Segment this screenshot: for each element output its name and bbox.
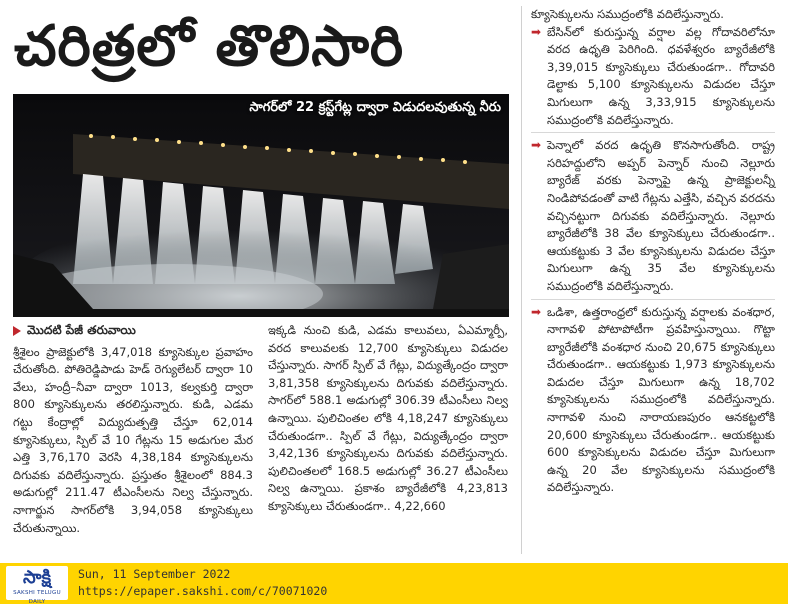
continuation-label bbox=[13, 322, 253, 340]
dam-night-image bbox=[13, 94, 509, 317]
bullet-divider bbox=[531, 299, 775, 300]
article-paragraph: ఇక్కడి నుంచి కుడి, ఎడమ కాలువలు, ఏఎమ్మార్పీ, వరద కాలువలకు 12,700 క్యూసెక్కులు విడుదల చేస్తున్నారు. సాగర్‌ స్పిల్‌ వే గేట్లు, విద్యుత్కేంద్రం ద్వారా 3,81,358 క్యూసెక్కులను దిగువకు వదిలేస్తున్నారు. సాగర్‌లో 588.1 అడుగుల్లో 306.39 టీఎంసీలు నిల్వ ఉన్నాయి. పులిచింతల లోకి 4,18,247 క్యూసెక్కులు చేరుతుండగా.. స్పిల్‌ వే గేట్లు, విద్యుత్కేంద్రం ద్వారా 3,42,136 క్యూసెక్కులను దిగువకు వదిలేస్తున్నారు. పులిచింతలలో 168.5 అడుగుల్లో 36.27 టీఎంసీలు నిల్వ ఉన్నాయి. ప్రకాశం బ్యారేజీలోకి 4,23,813 క్యూసెక్కులు చేరుతుండగా.. 4,22,660 bbox=[268, 323, 508, 513]
sakshi-logo[interactable] bbox=[6, 566, 68, 605]
bullet-item bbox=[531, 24, 775, 130]
dam-photo bbox=[13, 94, 509, 317]
bullet-item bbox=[531, 137, 775, 295]
column-divider bbox=[521, 6, 522, 554]
footer-bar bbox=[0, 563, 788, 604]
article-column-1 bbox=[13, 322, 253, 537]
arrow-bullet-icon: ➡ bbox=[531, 138, 542, 153]
article-column-3 bbox=[531, 6, 775, 499]
article-column-2 bbox=[268, 322, 508, 516]
bullet-item bbox=[531, 304, 775, 498]
arrow-bullet-icon: ➡ bbox=[531, 304, 542, 319]
article-paragraph: శ్రీశైలం ప్రాజెక్టులోకి 3,47,018 క్యూసెక్కుల ప్రవాహం చేరుతోంది. పోతిరెడ్డిపాడు హెడ్‌ రెగ్యులేటర్‌ ద్వారా 10 వేలు, హంద్రీ–నీవా ద్వారా 1013, కల్వకుర్తి ద్వారా 800 క్యూసెక్కులను తరలిస్తున్నారు. కుడి, ఎడమ గట్టు కేంద్రాల్లో విద్యుదుత్పత్తి చేస్తూ 62,014 క్యూసెక్కులు, స్పిల్‌ వే 10 గేట్లను 15 అడుగుల మేర ఎత్తి 3,76,170 వెరసి 4,38,184 క్యూసెక్కులను దిగువకు వదిలేస్తున్నారు. ప్రస్తుతం శ్రీశైలంలో 884.3 అడుగుల్లో 211.47 టీఎంసీలను నిల్వ చేస్తున్నారు. నాగార్జున సాగర్‌లోకి 3,94,058 క్యూసెక్కులు చేరుతున్నాయి. bbox=[13, 344, 253, 535]
bullet-text: పెన్నాలో వరద ఉధృతి కొనసాగుతోంది. రాష్ట్ర సరిహద్దులోని అప్పర్‌ పెన్నార్‌ నుంచి నెల్లూరు బ్యారేజ్‌ వరకు పెన్నాపై ఉన్న ప్రాజెక్టులన్నీ నిండిపోవడంతో వాటి గేట్లను ఎత్తేసి, వచ్చిన వరదను వచ్చినట్టుగా దిగువకు వదిలేస్తున్నారు. నెల్లూరు బ్యారేజీలోకి 38 వేల క్యూసెక్కులు చేరుతుండగా.. ఆయకట్టుకు 3 వేల క్యూసెక్కులను విడుదల చేస్తూ మిగులుగా ఉన్న 35 వేల క్యూసెక్కులను సముద్రంలోకి వదిలేస్తున్నారు. bbox=[547, 138, 775, 293]
edition-date: Sun, 11 September 2022 bbox=[78, 567, 231, 581]
epaper-link[interactable]: https://epaper.sakshi.com/c/70071020 bbox=[78, 584, 328, 598]
logo-text: సాక్షి bbox=[23, 567, 51, 588]
bullet-text: ఒడిశా, ఉత్తరాంధ్రలో కురుస్తున్న వర్షాలకు వంశధార, నాగావళి పోటాపోటీగా ప్రవహిస్తున్నాయి. గొట్టా బ్యారేజీలోకి వంశధార నుంచి 20,675 క్యూసెక్కులు చేరుతుండగా.. ఆయకట్టుకు 1,973 క్యూసెక్కులను విడుదల చేస్తూ మిగులుగా ఉన్న 18,702 క్యూసెక్కులను సముద్రంలోకి వదిలేస్తున్నారు. నాగావళి నుంచి నారాయణపురం ఆనకట్టలోకి 20,600 క్యూసెక్కులు చేరుతుండగా.. ఆయకట్టుకు 600 క్యూసెక్కులను విడుదల చేస్తూ మిగులుగా ఉన్న 20 వేల క్యూసెక్కులను సముద్రంలోకి వదిలేస్తున్నారు. bbox=[547, 304, 775, 495]
bullet-divider bbox=[531, 132, 775, 133]
continuation-text: మొదటి పేజీ తరువాయి bbox=[27, 323, 136, 337]
bullet-text: బేసిన్‌లో కురుస్తున్న వర్షాల వల్ల గోదావరిలోనూ వరద ఉధృతి పెరిగింది. ధవళేశ్వరం బ్యారేజీలోకి 3,39,015 క్యూసెక్కులు చేరుతుండగా.. గోదావరి డెల్టాకు 5,100 క్యూసెక్కులను విడుదల చేస్తూ మిగులుగా ఉన్న 3,33,915 క్యూసెక్కులను సముద్రంలోకి వదిలేస్తున్నారు. bbox=[547, 24, 775, 127]
logo-subtext: SAKSHI TELUGU DAILY bbox=[13, 590, 61, 605]
arrow-bullet-icon: ➡ bbox=[531, 24, 542, 39]
article-paragraph: క్యూసెక్కులను సముద్రంలోకి వదిలేస్తున్నారు. bbox=[531, 7, 724, 21]
photo-caption: సాగర్‌లో 22 క్రస్ట్‌గేట్ల ద్వారా విడుదలవుతున్న నీరు bbox=[249, 100, 501, 115]
triangle-marker-icon bbox=[13, 326, 21, 336]
headline: చరిత్రలో తొలిసారి bbox=[14, 14, 405, 79]
